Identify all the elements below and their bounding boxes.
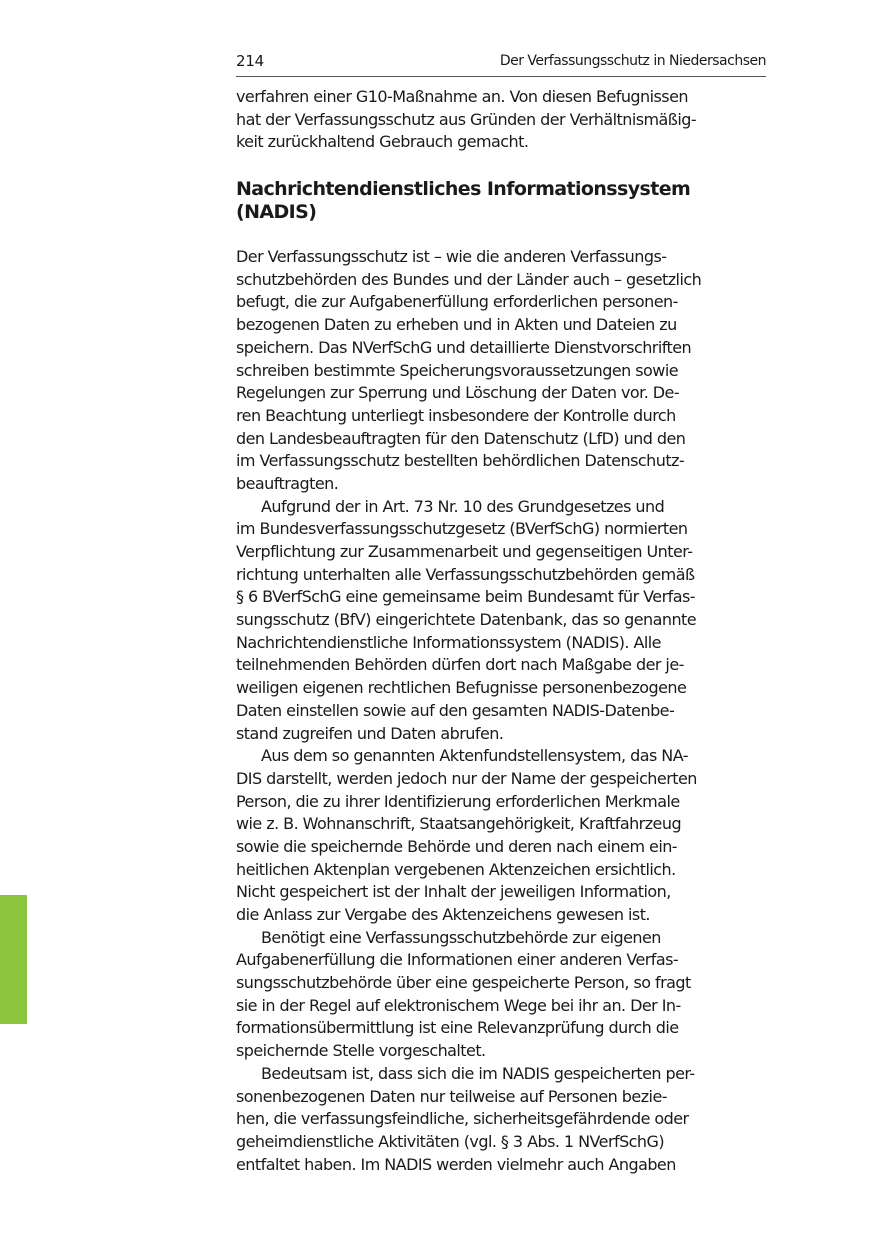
text-line: keit zurückhaltend Gebrauch gemacht. <box>236 132 529 152</box>
text-line: ren Beachtung unterliegt insbesondere der Kontrolle durch <box>236 405 676 425</box>
text-line: geheimdienstliche Aktivitäten (vgl. § 3 Abs. 1 NVerfSchG) <box>236 1131 665 1151</box>
chapter-tab-marker <box>0 895 27 1024</box>
intro-paragraph <box>236 86 776 154</box>
body-paragraph <box>236 496 776 746</box>
section-heading <box>236 178 776 224</box>
text-line: stand zugreifen und Daten abrufen. <box>236 723 504 743</box>
text-line: beauftragten. <box>236 473 339 493</box>
text-line: sungsschutzbehörde über eine gespeicherte Person, so fragt <box>236 973 691 993</box>
text-line: hen, die verfassungsfeindliche, sicherheitsgefährdende oder <box>236 1109 689 1129</box>
page-number: 214 <box>236 52 265 70</box>
text-line: entfaltet haben. Im NADIS werden vielmehr auch Angaben <box>236 1154 676 1174</box>
text-line: verfahren einer G10-Maßnahme an. Von diesen Befugnissen <box>236 87 688 106</box>
body-paragraph <box>236 745 776 927</box>
text-line: Regelungen zur Sperrung und Löschung der Daten vor. De- <box>236 383 680 403</box>
text-line: den Landesbeauftragten für den Datenschutz (LfD) und den <box>236 428 686 448</box>
text-line: Aufgrund der in Art. 73 Nr. 10 des Grundgesetzes und <box>261 496 665 516</box>
body-paragraph <box>236 927 776 1063</box>
body-paragraph <box>236 246 776 496</box>
text-line: formationsübermittlung ist eine Relevanzprüfung durch die <box>236 1018 679 1038</box>
text-line: Aufgabenerfüllung die Informationen einer anderen Verfas- <box>236 950 679 970</box>
text-line: Nachrichtendienstliche Informationssystem (NADIS). Alle <box>236 632 661 652</box>
text-line: DIS darstellt, werden jedoch nur der Name der gespeicherten <box>236 768 697 788</box>
text-line: schreiben bestimmte Speicherungsvoraussetzungen sowie <box>236 360 679 380</box>
heading-line: Nachrichtendienstliches Informationssystem <box>236 178 691 201</box>
text-line: sowie die speichernde Behörde und deren nach einem ein- <box>236 836 678 856</box>
text-line: Der Verfassungsschutz ist – wie die anderen Verfassungs- <box>236 247 667 267</box>
text-line: Daten einstellen sowie auf den gesamten NADIS-Datenbe- <box>236 700 675 720</box>
text-line: die Anlass zur Vergabe des Aktenzeichens gewesen ist. <box>236 905 650 924</box>
text-line: schutzbehörden des Bundes und der Länder auch – gesetzlich <box>236 269 702 289</box>
text-line: teilnehmenden Behörden dürfen dort nach Maßgabe der je- <box>236 655 684 675</box>
text-line: Nicht gespeichert ist der Inhalt der jeweiligen Information, <box>236 882 671 902</box>
text-line: Benötigt eine Verfassungsschutzbehörde zur eigenen <box>261 927 661 947</box>
body-paragraph <box>236 1063 776 1176</box>
text-line: hat der Verfassungsschutz aus Gründen der Verhältnismäßig- <box>236 109 697 129</box>
section-body <box>236 246 776 1176</box>
text-line: heitlichen Aktenplan vergebenen Aktenzeichen ersichtlich. <box>236 859 676 879</box>
text-line: wie z. B. Wohnanschrift, Staatsangehörigkeit, Kraftfahrzeug <box>236 814 682 834</box>
text-line: Aus dem so genannten Aktenfundstellensystem, das NA- <box>261 746 688 766</box>
text-line: sie in der Regel auf elektronischem Wege bei ihr an. Der In- <box>236 995 681 1015</box>
text-line: richtung unterhalten alle Verfassungsschutzbehörden gemäß <box>236 564 695 584</box>
text-line: speichernde Stelle vorgeschaltet. <box>236 1041 486 1061</box>
page-body <box>236 86 776 1176</box>
text-line: § 6 BVerfSchG eine gemeinsame beim Bundesamt für Verfas- <box>236 587 695 607</box>
text-line: speichern. Das NVerfSchG und detaillierte Dienstvorschriften <box>236 337 692 357</box>
heading-line: (NADIS) <box>236 201 317 224</box>
text-line: Verpflichtung zur Zusammenarbeit und gegenseitigen Unter- <box>236 542 693 561</box>
running-title: Der Verfassungsschutz in Niedersachsen <box>499 53 766 69</box>
text-line: sungsschutz (BfV) eingerichtete Datenbank, das so genannte <box>236 610 697 630</box>
text-line: bezogenen Daten zu erheben und in Akten und Dateien zu <box>236 315 677 335</box>
page-header <box>236 50 766 77</box>
text-line: im Verfassungsschutz bestellten behördlichen Datenschutz- <box>236 451 685 471</box>
text-line: befugt, die zur Aufgabenerfüllung erforderlichen personen- <box>236 292 678 312</box>
text-line: weiligen eigenen rechtlichen Befugnisse personenbezogene <box>236 678 687 698</box>
text-line: sonenbezogenen Daten nur teilweise auf Personen bezie- <box>236 1086 667 1106</box>
text-line: Bedeutsam ist, dass sich die im NADIS gespeicherten per- <box>261 1063 695 1083</box>
text-line: Person, die zu ihrer Identifizierung erforderlichen Merkmale <box>236 791 680 811</box>
text-line: im Bundesverfassungsschutzgesetz (BVerfSchG) normierten <box>236 519 688 539</box>
